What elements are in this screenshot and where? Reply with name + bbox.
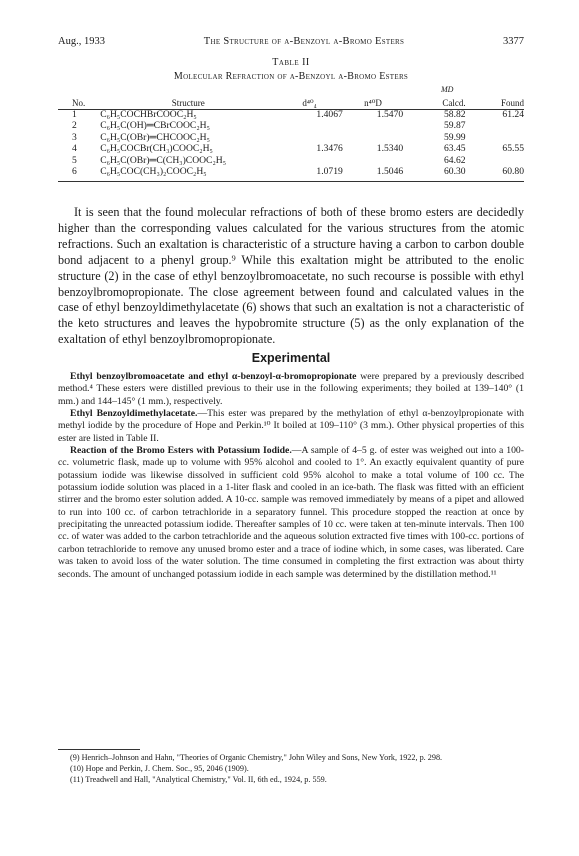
table-cell-structure: C₆H₅COCBr(CH₃)COOC₂H₅ xyxy=(100,143,213,155)
table-cell-no: 5 xyxy=(72,154,77,166)
table-row xyxy=(58,166,524,177)
table-cell-density xyxy=(276,132,342,143)
footnotes xyxy=(58,752,524,785)
experimental-section xyxy=(58,371,524,581)
paragraph-text: It is seen that the found molecular refractions of both of these bromo esters are decidedly higher than the corresponding values calculated for the various structures from the atomic refractions. Such an exaltation is characteristic of a structure having a carbon to carbon double bond adjacent to a phenyl group.⁹ While this exaltation might be attributed to the enolic structure (2) in the case of ethyl benzoylbromoacetate, no such recourse is possible with ethyl benzoylbromopropionate. The close agreement between found and calculated values in the case of ethyl benzoyldimethylacetate (6) shows that such an exaltation is not a characteristic of the keto structures and leaves the hypobromite structure (5) as the only explanation of the exaltation of ethyl benzoylbromopropionate. xyxy=(58,205,524,347)
table-cell-calcd: 59.87 xyxy=(443,120,466,132)
table-bottom-rule xyxy=(58,181,524,182)
table-label: Table II xyxy=(272,57,310,68)
running-header xyxy=(58,36,524,47)
paragraph-text: were prepared by a previously described method.⁴ These esters were distilled previous to their use in the following experiments; they boiled at 139–140° (1 mm.) and 144–145° (1 mm.), respectively. xyxy=(58,371,524,407)
table-cell-calcd: 63.45 xyxy=(443,143,466,155)
table-cell-found: 61.24 xyxy=(502,109,524,120)
table-cell-structure: C₆H₅C(OBr)═C(CH₃)COOC₂H₅ xyxy=(100,154,227,166)
table-row xyxy=(58,155,524,166)
table-header-no: No. xyxy=(72,97,86,108)
table-cell-found: 60.80 xyxy=(502,166,524,178)
table-cell-refr-index: 1.5046 xyxy=(376,166,404,178)
table-cell-density xyxy=(276,120,342,131)
table-row xyxy=(58,120,524,131)
footnote: (9) Henrich–Johnson and Hahn, "Theories of Organic Chemistry," John Wiley and Sons, New York, 1922, p. 298. xyxy=(70,753,443,762)
experimental-paragraph xyxy=(58,445,524,581)
table-cell-calcd: 60.30 xyxy=(443,166,466,178)
table-cell-density xyxy=(276,155,342,166)
experimental-paragraph xyxy=(58,408,524,445)
paragraph-lead: Ethyl benzoylbromoacetate and ethyl α-benzoyl-α-bromopropionate xyxy=(70,371,357,382)
table-cell-found: 65.55 xyxy=(502,143,524,155)
table-header-refr-index: n⁴⁰D xyxy=(364,97,382,108)
table-cell-no: 3 xyxy=(72,131,77,143)
table-cell-no: 4 xyxy=(72,143,77,155)
table-header-calcd: Calcd. xyxy=(442,97,466,108)
table-cell-structure: C₆H₅C(OH)═CBrCOOC₂H₅ xyxy=(100,120,210,132)
table-row xyxy=(58,143,524,154)
paragraph-text: —This ester was prepared by the methylation of ethyl α-benzoylpropionate with methyl iodide by the procedure of Hope and Perkin.¹⁰ It boiled at 109–110° (3 mm.). Other physical properties of this ester are listed in Table II. xyxy=(58,408,524,444)
experimental-paragraph xyxy=(58,371,524,408)
footnote: (10) Hope and Perkin, J. Chem. Soc., 95, 2046 (1909). xyxy=(70,764,249,773)
table-cell-calcd: 59.99 xyxy=(443,131,466,143)
paragraph-lead: Reaction of the Bromo Esters with Potassium Iodide. xyxy=(70,445,292,457)
molecular-refraction-table xyxy=(58,84,524,177)
table-cell-no: 2 xyxy=(72,120,77,132)
discussion-paragraph xyxy=(58,205,524,348)
table-cell-density: 1.4067 xyxy=(316,109,343,120)
header-running-title: The Structure of α-Benzoyl α-Bromo Esters xyxy=(203,36,405,47)
table-cell-calcd: 64.62 xyxy=(443,154,466,166)
table-row xyxy=(58,132,524,143)
table-cell-refr-index: 1.5470 xyxy=(376,109,404,120)
table-header-found: Found xyxy=(500,97,524,108)
table-cell-structure: C₆H₅COCHBrCOOC₂H₅ xyxy=(100,109,197,120)
table-header-mr-label: MD xyxy=(441,85,454,94)
table-cell-refr-index: 1.5340 xyxy=(376,143,404,155)
table-cell-found xyxy=(466,120,524,131)
table-cell-structure: C₆H₅COC(CH₃)₂COOC₂H₅ xyxy=(100,166,207,178)
header-date: Aug., 1933 xyxy=(58,36,105,47)
table-title: Molecular Refraction of α-Benzoyl α-Bromo Esters xyxy=(173,71,409,82)
table-header-rule xyxy=(58,109,524,110)
table-cell-refr-index xyxy=(343,132,403,143)
table-cell-density: 1.0719 xyxy=(316,166,343,178)
header-page-number: 3377 xyxy=(503,36,524,47)
table-cell-no: 6 xyxy=(72,166,77,178)
table-cell-calcd: 58.82 xyxy=(443,109,466,120)
table-header-structure: Structure xyxy=(171,97,205,108)
footnote: (11) Treadwell and Hall, "Analytical Chemistry," Vol. II, 6th ed., 1924, p. 559. xyxy=(70,775,327,784)
paragraph-lead: Ethyl Benzoyldimethylacetate. xyxy=(70,408,198,420)
section-heading-experimental: Experimental xyxy=(251,351,331,365)
paragraph-text: —A sample of 4–5 g. of ester was weighed out into a 100-cc. volumetric flask, made up to volume with 95% alcohol and cooled to 1°. An exactly equivalent quantity of pure potassium iodide was likewise dissolved in sufficient cold 95% alcohol to make a total volume of 100 cc. The potassium iodide solution was placed in a 1-liter flask and cooled in an ice-bath. The flask was fitted with an efficient stirrer and the bromo ester solution added. A 10-cc. sample was removed immediately by means of a pipet and allowed to run into 100 cc. of carbon tetrachloride in a separatory funnel. This procedure stopped the reaction at once by precipitating the unreacted potassium iodide. Thereafter samples of 10 cc. were taken at ten-minute intervals. Then 100 cc. of water was added to the carbon tetrachloride and the aqueous solution extracted five times with 100-cc. portions of carbon tetrachloride to remove any unused bromo ester and a trace of iodine which, in some cases, was liberated. Care was taken to avoid loss of the water solution. The time consumed in completing the first extraction was about thirty seconds. The amount of unchanged potassium iodide in each sample was determined by the distillation method.¹¹ xyxy=(58,445,525,580)
footnote-rule xyxy=(58,749,140,750)
table-cell-density: 1.3476 xyxy=(316,143,343,155)
table-cell-structure: C₆H₅C(OBr)═CHCOOC₂H₅ xyxy=(100,131,210,143)
table-row xyxy=(58,109,524,120)
table-cell-found xyxy=(466,132,524,143)
table-cell-no: 1 xyxy=(72,109,77,120)
table-header-density: d⁴⁰₄ xyxy=(302,97,317,108)
table-cell-refr-index xyxy=(343,120,403,131)
table-cell-found xyxy=(466,155,524,166)
table-cell-refr-index xyxy=(343,155,403,166)
